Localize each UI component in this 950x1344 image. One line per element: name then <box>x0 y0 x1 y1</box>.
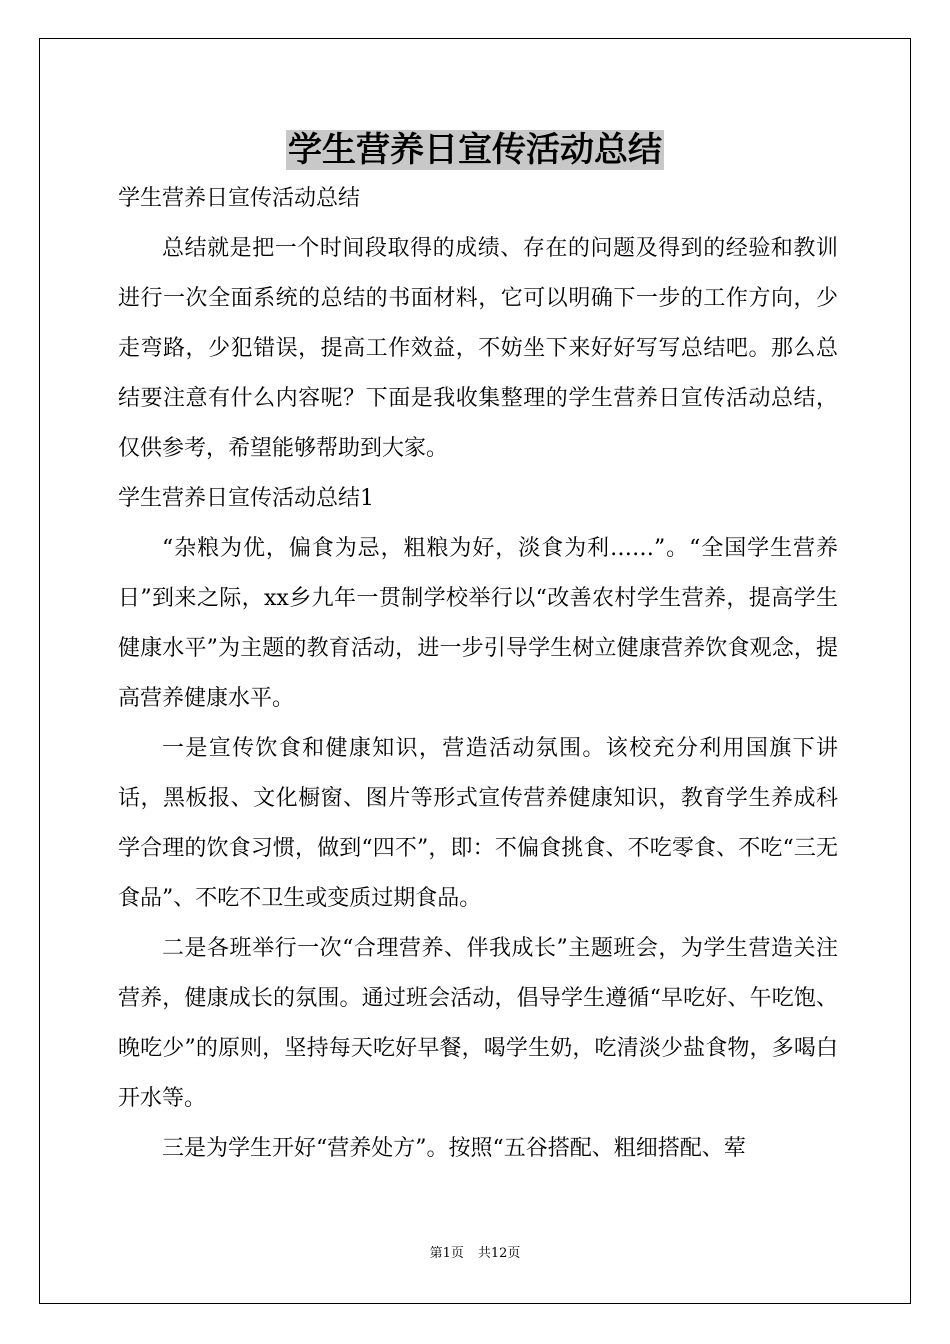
body-paragraph: 三是为学生开好“营养处方”。按照“五谷搭配、粗细搭配、荤 <box>162 1136 746 1161</box>
body-paragraph: 一是宣传饮食和健康知识，营造活动氛围。该校充分利用国旗下讲话，黑板报、文化橱窗、图片等形式宣传营养健康知识，教育学生养成科学合理的饮食习惯，做到“四不”，即：不偏食挑食、不吃零食、不吃“三无食品”、不吃不卫生或变质过期食品。 <box>118 736 838 911</box>
document-title <box>0 128 950 172</box>
body-paragraph: 二是各班举行一次“合理营养、伴我成长”主题班会，为学生营造关注营养，健康成长的氛围。通过班会活动，倡导学生遵循“早吃好、午吃饱、晚吃少”的原则，坚持每天吃好早餐，喝学生奶，吃清淡少盐食物，多喝白开水等。 <box>118 936 838 1111</box>
document-title-text: 学生营养日宣传活动总结 <box>288 130 662 170</box>
body-paragraph: “杂粮为优，偏食为忌，粗粮为好，淡食为利……”。“全国学生营养日”到来之际，xx乡九年一贯制学校举行以“改善农村学生营养，提高学生健康水平”为主题的教育活动，进一步引导学生树立健康营养饮食观念，提高营养健康水平。 <box>118 536 838 711</box>
section-heading: 学生营养日宣传活动总结1 <box>118 486 374 511</box>
page-footer <box>0 1244 950 1264</box>
page-number: 第1页 <box>429 1246 464 1261</box>
document-body <box>118 174 838 1174</box>
section-heading: 学生营养日宣传活动总结 <box>118 186 361 211</box>
body-paragraph: 总结就是把一个时间段取得的成绩、存在的问题及得到的经验和教训进行一次全面系统的总结的书面材料，它可以明确下一步的工作方向，少走弯路，少犯错误，提高工作效益，不妨坐下来好好写写总结吧。那么总结要注意有什么内容呢？下面是我收集整理的学生营养日宣传活动总结，仅供参考，希望能够帮助到大家。 <box>118 236 838 461</box>
page-total: 共12页 <box>477 1246 521 1261</box>
